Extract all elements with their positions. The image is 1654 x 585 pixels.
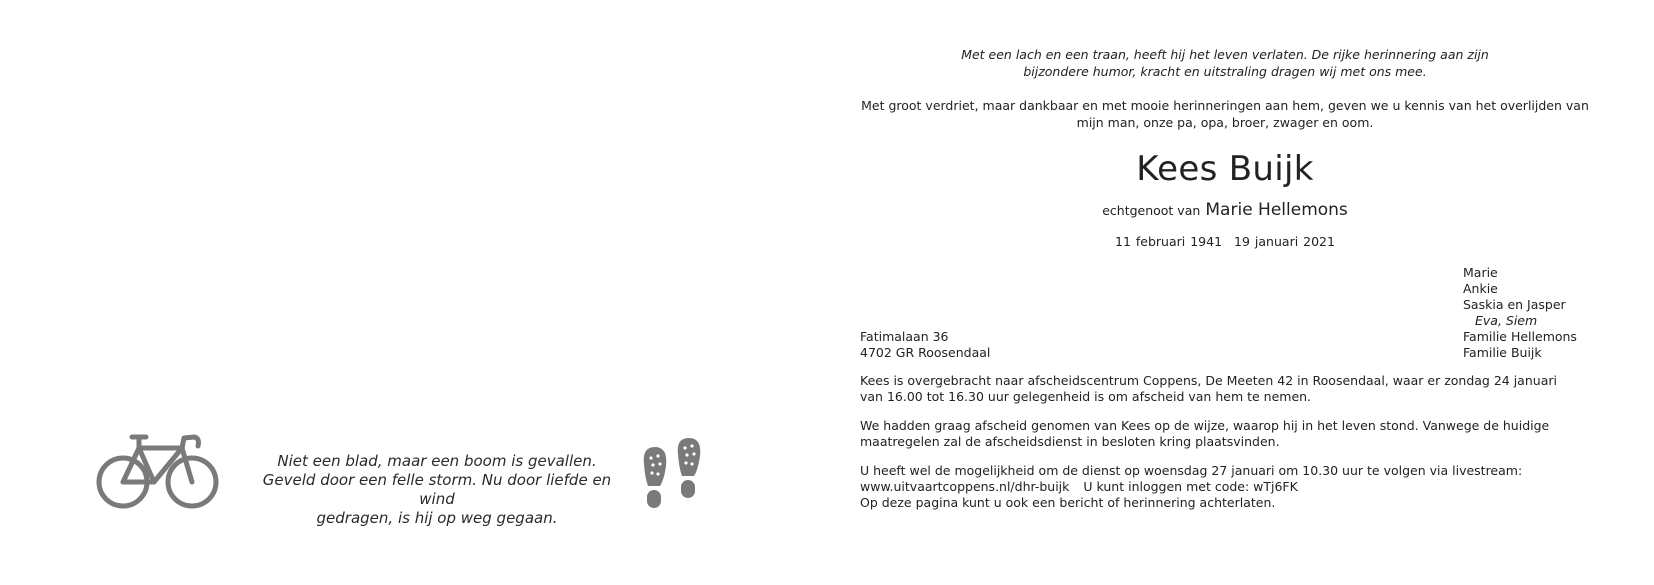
announcement-line: mijn man, onze pa, opa, broer, zwager en oom. [1076,115,1374,130]
intro-quote [860,46,1590,80]
address-street: Fatimalaan 36 [860,329,949,344]
family-member: Marie [1463,265,1498,280]
address-city: 4702 GR Roosendaal [860,345,991,360]
announcement-text [860,97,1590,131]
poem-line: Geveld door een felle storm. Nu door liefde en wind [262,471,612,508]
family-member: Familie Hellemons [1463,329,1577,344]
birth-date: 11 februari 1941 [1115,234,1223,249]
spouse-prefix: echtgenoot van [1102,203,1201,218]
family-member: Saskia en Jasper [1463,297,1566,312]
intro-quote-line: Met een lach en een traan, heeft hij het leven verlaten. De rijke herinnering aan zijn [961,47,1489,62]
livestream-url[interactable]: www.uitvaartcoppens.nl/dhr-buijk [860,479,1070,494]
footprints-icon [638,434,708,514]
right-panel [860,0,1620,585]
poem-line: Niet een blad, maar een boom is gevallen. [277,452,597,470]
grandchildren: Eva, Siem [1475,313,1538,328]
left-panel [0,0,800,585]
viewing-paragraph: Kees is overgebracht naar afscheidscentrum Coppens, De Meeten 42 in Roosendaal, waar er zondag 24 januari van 16.00 tot 16.30 uur gelegenheid is om afscheid van hem te nemen. [860,373,1557,404]
family-list [1463,265,1577,361]
spouse-line [860,199,1590,222]
bicycle-icon [96,430,220,512]
login-code: U kunt inloggen met code: wTj6FK [1083,479,1298,494]
announcement-line: Met groot verdriet, maar dankbaar en met mooie herinneringen aan hem, geven we u kennis van het overlijden van [861,98,1589,113]
intro-quote-line: bijzondere humor, kracht en uitstraling dragen wij met ons mee. [1023,64,1427,79]
address [860,329,990,361]
livestream-line: U heeft wel de mogelijkheid om de dienst op woensdag 27 januari om 10.30 uur te volgen via livestream: [860,463,1523,478]
family-member: Ankie [1463,281,1498,296]
poem-line: gedragen, is hij op weg gegaan. [316,509,558,527]
deceased-name: Kees Buijk [1136,149,1314,189]
service-paragraph: We hadden graag afscheid genomen van Kees op de wijze, waarop hij in het leven stond. Vanwege de huidige maatregelen zal de afscheidsdienst in besloten kring plaatsvinden. [860,418,1550,449]
death-date: 19 januari 2021 [1234,234,1335,249]
livestream-link-line [860,479,1560,495]
life-dates [860,233,1590,250]
poem [262,452,612,528]
livestream-line: Op deze pagina kunt u ook een bericht of herinnering achterlaten. [860,495,1276,510]
family-member: Familie Buijk [1463,345,1542,360]
spouse-name: Marie Hellemons [1205,200,1348,220]
livestream-paragraph [860,463,1560,511]
